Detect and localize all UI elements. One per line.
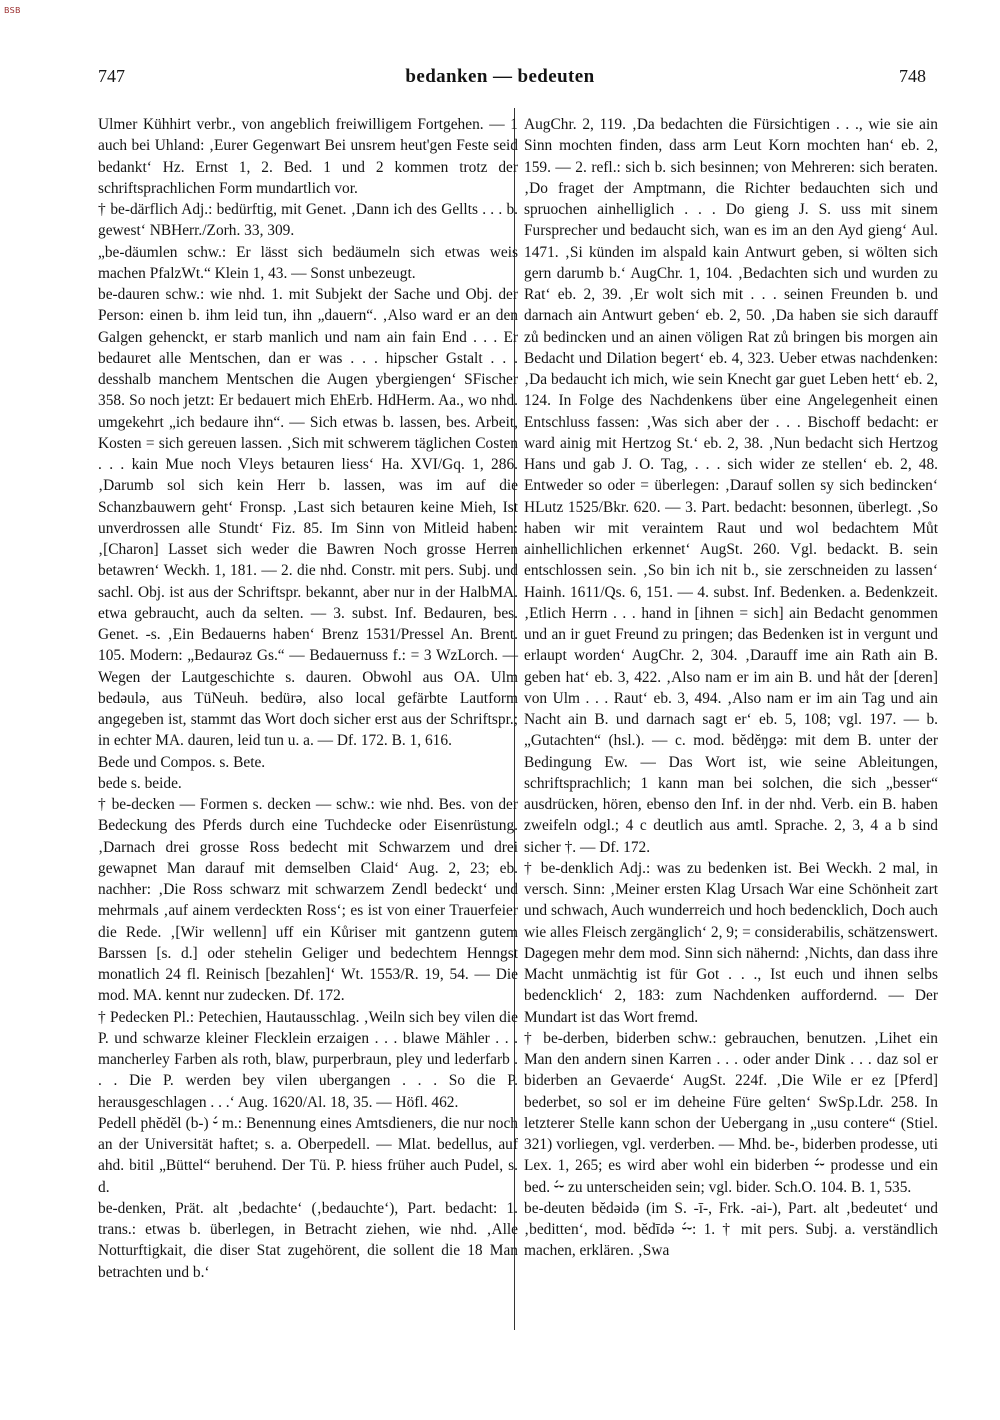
- entry-bedeuten: be-deuten bĕdəidə (im S. -ī-, Frk. -ai-), Part. alt ‚bedeutet‘ und ‚beditten‘, mod. bĕdīdə ⏑́⏑: 1. † mit pers. Subj. a. verständlich machen, erklären. ‚Swa: [524, 1199, 938, 1260]
- entry-bederben: † be-derben, biderben schw.: gebrauchen, benutzen. ‚Lihet ein Man den andern sinen Karren . . . oder ander Dink . . . daz sol er biderben an Gevaerde‘ AugSt. 224f. ‚Die Wile er ez [Pferd] bederbet, so sol er im deheine Füre gelten‘ SwSp.Ldr. 258. In letzterer Stelle kann schon der Uebergang in „usu contere“ (Stiel. 321) vorliegen, vgl. verderben. — Mhd. be-, biderben prodesse, uti Lex. 1, 265; es wird aber wohl ein biderben ⏑́⏑ prodesse und ein bed. ⏑́⏑ zu unterscheiden sein; vgl. bider. Sch.O. 104. B. 1, 535.: [524, 1029, 938, 1196]
- entry-bedauren: be-dauren schw.: wie nhd. 1. mit Subjekt der Sache und Obj. der Person: einen b. ihm leid tun, ihn „dauern“. ‚Also ward er an den Galgen gehenckt, er starb manlich und nam ain fain End . . . Er bedauret alle Mentschen, dan er was . . . hipscher Gstalt . . . desshalb manchem Mentschen die Augen ybergiengen‘ SFischer 358. So noch jetzt: Er bedauert mich EhErb. HdHerm. Aa., wo nhd. umgekehrt „ich bedaure ihn“. — Sich etwas b. lassen, bes. Arbeit, Kosten = sich gereuen lassen. ‚Sich mit schwerem täglichen Costen . . . kain Mue noch Vleys betauren liess‘ Ha. XVI/Gq. 1, 286. ‚Darumb sol sich kein Herr b. lassen, was im auf die Schanzbauwern geht‘ Fronsp. ‚Last sich betauren keine Mieh, Ist unverdrossen alle Stundt‘ Fiz. 85. Im Sinn von Mitleid haben: ‚[Charon] Lasset sich weder die Bawren Noch grosse Herren betawren‘ Weckh. 1, 181. — 2. die nhd. Constr. mit pers. Subj. und sachl. Obj. ist aus der Schriftspr. bekannt, aber nur in der HalbMA. etwa gebraucht, auch da selten. — 3. subst. Inf. Bedauren, bes. Genet. -s. ‚Ein Bedauerns haben‘ Brenz 1531/Pressel An. Brent. 105. Modern: „Bedaurəz Gs.“ — Bedauernuss f.: = 3 WzLorch. — Wegen der Lautgeschichte s. dauren. Obwohl aus OA. Ulm bedəulə, aus TüNeuh. bedürə, also local gefärbte Lautform angegeben ist, stammt das Wort doch sicher erst aus der Schriftspr.; in echter MA. dauren, leid tun u. a. — Df. 172. B. 1, 616.: [98, 286, 518, 750]
- running-title: bedanken — bedeuten: [405, 66, 595, 87]
- entry-continuation: Ulmer Kühhirt verbr., von angeblich freiwilligem Fortgehen. — 1 auch bei Uhland: ‚Eurer Gegenwart Bei unsrem heut'gen Feste seid bedankt‘ Hz. Ernst 1, 2. Bed. 1 und 2 kommen trotz der schriftsprachlichen Form mundartlich vor.: [98, 116, 518, 197]
- right-column: [524, 114, 938, 1262]
- entry-bede: bede s. beide.: [98, 774, 182, 792]
- page-header: [0, 66, 1000, 90]
- left-column: [98, 114, 518, 1283]
- entry-bedaeumlen: „be-däumlen schw.: Er lässt sich bedäumeln sich etwas weis machen PfalzWt.“ Klein 1, 43. — Sonst unbezeugt.: [98, 243, 518, 282]
- entry-bede-compos: Bede und Compos. s. Bete.: [98, 753, 266, 771]
- entry-bedenklich: † be-denklich Adj.: was zu bedenken ist. Bei Weckh. 2 mal, in versch. Sinn: ‚Meiner ersten Klag Ursach War eine Schönheit zart und schwach, Auch wunderreich und hoch bedencklich, Doch auch wie alles Fleisch zergänglich‘ 2, 9; = considerabilis, schätzenswert. Dagegen mehr dem mod. Sinn sich nähernd: ‚Nichts, dan dass ihre Macht unmächtig ist für Got . . ., Ist euch und ihnen selbs bedencklich‘ 2, 183: zum Nachdenken auffordernd. — Der Mundart ist das Wort fremd.: [524, 859, 938, 1026]
- page-number-right: 748: [899, 66, 926, 86]
- entry-bedenken-continued: AugChr. 2, 119. ‚Da bedachten die Fürsichtigen . . ., wie sie ain Sinn mochten finden, dass arm Leut Korn mochten han‘ eb. 2, 159. — 2. refl.: sich b. sich besinnen; von Mehreren: sich beraten. ‚Do fraget der Amptmann, die Richter bedauchten sich und spruochen ainhelliglich . . . Do gieng J. S. uss mit sinem Fursprecher und bedaucht sich, wan es im an den Ayd gieng‘ Aul. 1471. ‚Si künden im alspald kain Antwurt geben, si wölten sich gern darumb b.‘ AugChr. 1, 104. ‚Bedachten sich und wurden zu Rat‘ eb. 2, 39. ‚Er wolt sich mit . . . seinen Freunden b. und darnach ain Antwurt geben‘ eb. 2, 50. ‚Da haben sie sich darauff zů bedincken und an ainen völigen Rat zů bringen bis morgen ain Bedacht und Dilation begert‘ eb. 4, 323. Ueber etwas nachdenken: ‚Da bedaucht ich mich, wie sein Knecht gar guet Leben hett‘ eb. 2, 124. In Folge des Nachdenkens über eine Angelegenheit einen Entschluss fassen: ‚Was sich aber der . . . Bischoff bedacht: er ward ainig mit Hertzog St.‘ eb. 2, 38. ‚Nun bedacht sich Hertzog Hans und gab J. O. Tag, . . . sich wider ze stellen‘ eb. 2, 48. Entweder so oder = überlegen: ‚Darauf sollen sy sich bedincken‘ HLutz 1525/Bkr. 620. — 3. Part. bedacht: besonnen, überlegt. ‚So haben wir mit veraintem Raut und wol bedachtem Můt ainhellichlichen erkennet‘ AugSt. 260. Vgl. bedackt. B. sein entschlossen sein. ‚So bin ich nit b., sie zerschneiden zu lassen‘ Hainh. 1611/Qs. 6, 151. — 4. subst. Inf. Bedenken. a. Bedenkzeit. ‚Etlich Herrn . . . hand in [ihnen = sich] ain Bedacht genommen und an ir guet Freund zu pringen; das Bedenken ist in vergunt und erlaupt worden‘ AugChr. 2, 304. ‚Darauff ime ain Rath ain B. geben hat‘ eb. 3, 422. ‚Also nam er im ain B. und håt der [deren] von Ulm . . . Raut‘ eb. 3, 494. ‚Also nam er im ain Tag und ain Nacht ain B. und darnach sagt er‘ eb. 5, 108; vgl. 197. — b. „Gutachten“ (hsl.). — c. mod. bĕdĕŋgə: mit dem B. unter der Bedingung Ew. — Das Wort ist, wie seine Ableitungen, schriftsprachlich; 1 kann man bei solchen, die sich „besser“ ausdrücken, hören, ebenso den Inf. in der nhd. Verb. ein B. haben zweifeln odgl.; 4 c deutlich aus amtl. Sprache. 2, 3, 4 a b sind sicher †. — Df. 172.: [524, 116, 938, 856]
- entry-bedenken: be-denken, Prät. alt ‚bedachte‘ (‚bedauchte‘), Part. bedacht: 1. trans.: etwas b. überlegen, in Betracht ziehen, wie nhd. ‚Alle Notturftigkait, die diser Stat zugehörent, die sollent die 18 Man betrachten und b.‘: [98, 1199, 518, 1281]
- entry-pedecken: † Pedecken Pl.: Petechien, Hautausschlag. ‚Weiln sich bey vilen die P. und schwarze kleiner Flecklein erzaigen . . . blawe Mähler . . . mancherley Farben als roth, blaw, purperbraun, pley und lederfarb . . . Die P. werden bey vilen ubergangen . . . So die P. herausgeschlagen . . .‘ Aug. 1620/Al. 18, 35. — Höfl. 462.: [98, 1008, 518, 1111]
- page-number-left: 747: [98, 66, 125, 86]
- entry-bedaerflich: † be-därflich Adj.: bedürftig, mit Genet. ‚Dann ich des Gellts . . . b. gewest‘ NBHerr./Zorh. 33, 309.: [98, 201, 518, 240]
- entry-bedecken: † be-decken — Formen s. decken — schw.: wie nhd. Bes. von der Bedeckung des Pferds durch eine Tuchdecke oder Eisenrüstung. ‚Darnach drei grosse Ross bedecht mit Schwarzem und drei gewapnet Man darauf mit demselben Claid‘ Aug. 2, 23; eb. nachher: ‚Die Ross schwarz mit schwarzem Zendl bedeckt‘ und mehrmals ‚auf ainem verdeckten Ross‘; es ist von einer Trauerfeier die Rede. ‚[Wir wellenn] uff ein Kůriser mit gantzenn gutem Barssen [s. d.] oder stehelin Geliger und bedechtem Henngst monatlich 24 fl. Reinisch [bezahlen]‘ Wt. 1553/R. 19, 54. — Die mod. MA. kennt nur zudecken. Df. 172.: [98, 796, 518, 1005]
- entry-pedell: Pedell phĕdĕl (b-) ⏑́ m.: Benennung eines Amtsdieners, die nur noch an der Universität haftet; s. a. Oberpedell. — Mlat. bedellus, auf ahd. bitil „Büttel“ beruhend. Der Tü. P. hiess früher auch Pudel, s. d.: [98, 1114, 518, 1196]
- library-mark: BSB: [4, 6, 21, 15]
